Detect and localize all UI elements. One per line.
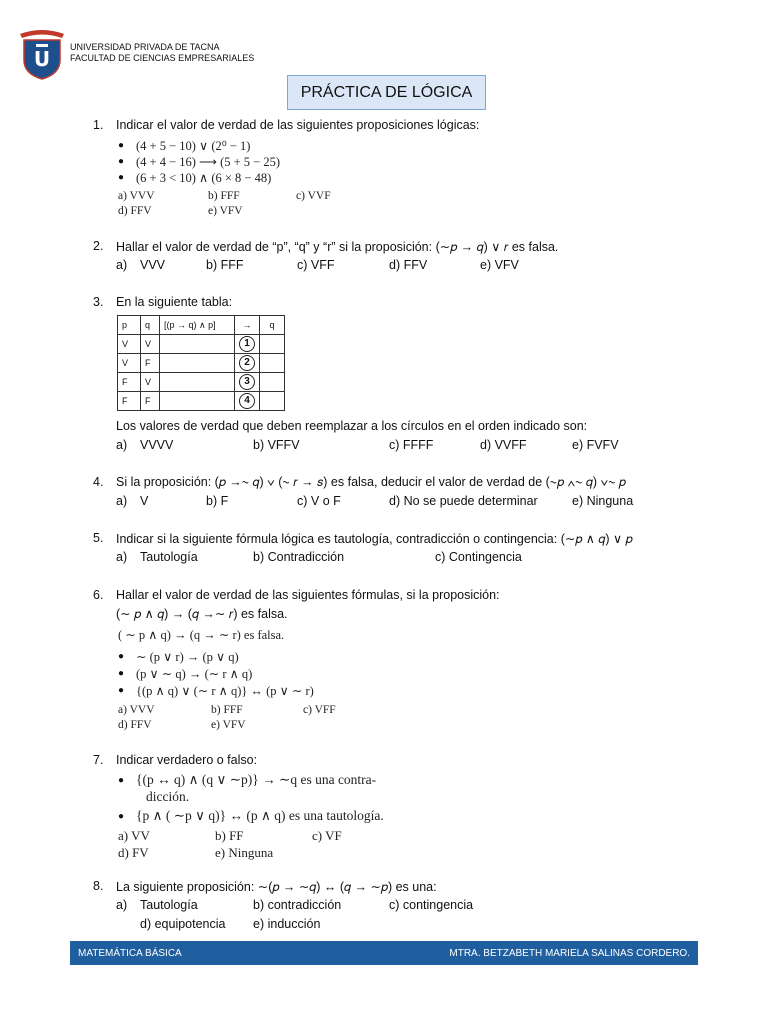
bullet: ● bbox=[118, 685, 125, 696]
option[interactable]: VVV bbox=[140, 258, 166, 272]
table-cell bbox=[160, 373, 235, 392]
question-number: 3. bbox=[93, 295, 104, 309]
table-cell bbox=[160, 392, 235, 411]
option[interactable]: a) VV bbox=[118, 828, 150, 843]
circle-marker: 4 bbox=[239, 393, 255, 409]
option[interactable]: d) No se puede determinar bbox=[389, 494, 538, 508]
bullet: ● bbox=[118, 156, 125, 167]
option[interactable]: c) VF bbox=[312, 828, 342, 843]
question-number: 2. bbox=[93, 239, 104, 253]
table-cell bbox=[260, 354, 285, 373]
option[interactable]: c) V o F bbox=[297, 494, 341, 508]
option-letter: a) bbox=[116, 550, 128, 564]
option[interactable]: a) VVV bbox=[118, 190, 155, 202]
option[interactable]: e) VFV bbox=[211, 719, 246, 731]
proposition: (∼ 𝑝 ∧ 𝑞) → (𝑞 →∼ 𝑟) es falsa. bbox=[116, 607, 288, 621]
option[interactable]: d) FFV bbox=[118, 205, 152, 217]
option[interactable]: b) Contradicción bbox=[253, 550, 345, 564]
option-letter: a) bbox=[116, 258, 128, 272]
table-row bbox=[118, 392, 285, 411]
table-cell bbox=[160, 335, 235, 354]
proposition: ( ∼ p ∧ q) → (q → ∼ r) es falsa. bbox=[118, 628, 285, 642]
proposition: {(p ∧ q) ∨ (∼ r ∧ q)} ↔ (p ∨ ∼ r) bbox=[136, 684, 314, 698]
option[interactable]: a) VVV bbox=[118, 704, 155, 716]
option[interactable]: d) FFV bbox=[118, 719, 152, 731]
option[interactable]: c) VFF bbox=[297, 258, 335, 272]
option-letter: a) bbox=[116, 494, 128, 508]
question-text: Indicar el valor de verdad de las siguientes proposiciones lógicas: bbox=[116, 118, 480, 132]
question-text: La siguiente proposición: ∼(𝑝 → ∼𝑞) ↔ (𝑞 → ∼𝑝) es una: bbox=[116, 880, 437, 894]
question-text: Indicar verdadero o falso: bbox=[116, 753, 258, 767]
table-cell bbox=[260, 373, 285, 392]
table-row bbox=[118, 373, 285, 392]
table-header: q bbox=[260, 316, 285, 335]
page-title: PRÁCTICA DE LÓGICA bbox=[287, 75, 486, 110]
proposition: (p ∨ ∼ q) → (∼ r ∧ q) bbox=[136, 667, 253, 681]
table-row bbox=[118, 354, 285, 373]
question-text: Hallar el valor de verdad de “p”, “q” y “r” si la proposición: (∼𝑝 → 𝑞) ∨ 𝑟 es falsa. bbox=[116, 240, 559, 254]
bullet: ● bbox=[118, 140, 125, 151]
option[interactable]: VVVV bbox=[140, 438, 174, 452]
question-text: Hallar el valor de verdad de las siguientes fórmulas, si la proposición: bbox=[116, 588, 500, 602]
option[interactable]: c) VFF bbox=[303, 704, 336, 716]
option[interactable]: d) equipotencia bbox=[140, 917, 226, 931]
university-name: UNIVERSIDAD PRIVADA DE TACNA bbox=[70, 42, 220, 52]
table-cell: F bbox=[118, 373, 141, 392]
footer-teacher: MTRA. BETZABETH MARIELA SALINAS CORDERO. bbox=[449, 948, 690, 959]
proposition: ∼ (p ∨ r) → (p ∨ q) bbox=[136, 650, 239, 664]
question-text: Indicar si la siguiente fórmula lógica es tautología, contradicción o contingencia: (∼𝑝 ∧ 𝑞) ∨ 𝑝 bbox=[116, 532, 633, 546]
question-number: 7. bbox=[93, 753, 104, 767]
truth-table bbox=[117, 315, 285, 411]
question-number: 4. bbox=[93, 475, 104, 489]
option[interactable]: b) FFF bbox=[208, 190, 240, 202]
question-text: Si la proposición: (𝑝 →∼ 𝑞) ∨ (∼ 𝑟 → 𝑠) es falsa, deducir el valor de verdad de (∼𝑝 ∧∼ 𝑞) ∨∼ 𝑝 bbox=[116, 475, 626, 489]
proposition: {p ∧ ( ∼p ∨ q)} ↔ (p ∧ q) es una tautología. bbox=[136, 808, 384, 823]
option[interactable]: b) F bbox=[206, 494, 229, 508]
option[interactable]: b) FF bbox=[215, 828, 244, 843]
question-number: 5. bbox=[93, 531, 104, 545]
table-cell bbox=[235, 392, 260, 411]
option[interactable]: d) FV bbox=[118, 845, 149, 860]
option-letter: a) bbox=[116, 438, 128, 452]
table-header: → bbox=[235, 316, 260, 335]
proposition: (4 + 4 − 16) ⟶ (5 + 5 − 25) bbox=[136, 155, 281, 169]
option[interactable]: c) contingencia bbox=[389, 898, 474, 912]
option[interactable]: d) VVFF bbox=[480, 438, 527, 452]
option[interactable]: c) FFFF bbox=[389, 438, 434, 452]
table-cell: V bbox=[118, 354, 141, 373]
option[interactable]: e) VFV bbox=[480, 258, 519, 272]
institution-name bbox=[70, 42, 254, 64]
table-row bbox=[118, 335, 285, 354]
table-header: q bbox=[141, 316, 160, 335]
option-letter: a) bbox=[116, 898, 128, 912]
option[interactable]: e) Ninguna bbox=[215, 845, 274, 860]
circle-marker: 2 bbox=[239, 355, 255, 371]
option[interactable]: b) contradicción bbox=[253, 898, 342, 912]
table-cell: F bbox=[141, 354, 160, 373]
footer-course: MATEMÁTICA BÁSICA bbox=[78, 948, 182, 959]
page-footer bbox=[70, 941, 698, 965]
circle-marker: 3 bbox=[239, 374, 255, 390]
bullet: ● bbox=[118, 651, 125, 662]
table-cell bbox=[260, 392, 285, 411]
faculty-name: FACULTAD DE CIENCIAS EMPRESARIALES bbox=[70, 53, 255, 63]
svg-text:U: U bbox=[33, 47, 51, 71]
option[interactable]: b) FFF bbox=[206, 258, 244, 272]
bullet: ● bbox=[118, 668, 125, 679]
bullet: ● bbox=[118, 811, 125, 822]
table-cell: V bbox=[141, 373, 160, 392]
table-cell: V bbox=[118, 335, 141, 354]
table-cell bbox=[235, 335, 260, 354]
option[interactable]: Tautología bbox=[140, 550, 198, 564]
table-cell bbox=[260, 335, 285, 354]
option[interactable]: b) VFFV bbox=[253, 438, 300, 452]
option[interactable]: e) FVFV bbox=[572, 438, 619, 452]
table-cell bbox=[235, 354, 260, 373]
table-cell bbox=[160, 354, 235, 373]
table-header-row bbox=[118, 316, 285, 335]
question-number: 1. bbox=[93, 118, 104, 132]
table-cell: V bbox=[141, 335, 160, 354]
option[interactable]: c) VVF bbox=[296, 190, 331, 202]
question-text: En la siguiente tabla: bbox=[116, 295, 233, 309]
option[interactable]: b) FFF bbox=[211, 704, 243, 716]
table-cell: F bbox=[118, 392, 141, 411]
proposition-continued: dicción. bbox=[146, 789, 190, 804]
table-cell bbox=[235, 373, 260, 392]
proposition: (6 + 3 < 10) ∧ (6 × 8 − 48) bbox=[136, 171, 272, 185]
option[interactable]: e) Ninguna bbox=[572, 494, 634, 508]
table-header: p bbox=[118, 316, 141, 335]
proposition: {(p ↔ q) ∧ (q ∨ ∼p)} → ∼q es una contra- bbox=[136, 772, 377, 787]
option[interactable]: d) FFV bbox=[389, 258, 428, 272]
option[interactable]: V bbox=[140, 494, 149, 508]
question-number: 6. bbox=[93, 588, 104, 602]
option[interactable]: Tautología bbox=[140, 898, 198, 912]
question-number: 8. bbox=[93, 879, 104, 893]
option[interactable]: e) inducción bbox=[253, 917, 321, 931]
circle-marker: 1 bbox=[239, 336, 255, 352]
bullet: ● bbox=[118, 775, 125, 786]
table-header: [(p → q) ∧ p] bbox=[160, 316, 235, 335]
proposition: (4 + 5 − 10) ∨ (2⁰ − 1) bbox=[136, 139, 251, 153]
option[interactable]: c) Contingencia bbox=[435, 550, 522, 564]
question-subtext: Los valores de verdad que deben reemplazar a los círculos en el orden indicado son: bbox=[116, 419, 588, 433]
option[interactable]: e) VFV bbox=[208, 205, 243, 217]
university-logo bbox=[18, 26, 66, 80]
bullet: ● bbox=[118, 172, 125, 183]
table-cell: F bbox=[141, 392, 160, 411]
